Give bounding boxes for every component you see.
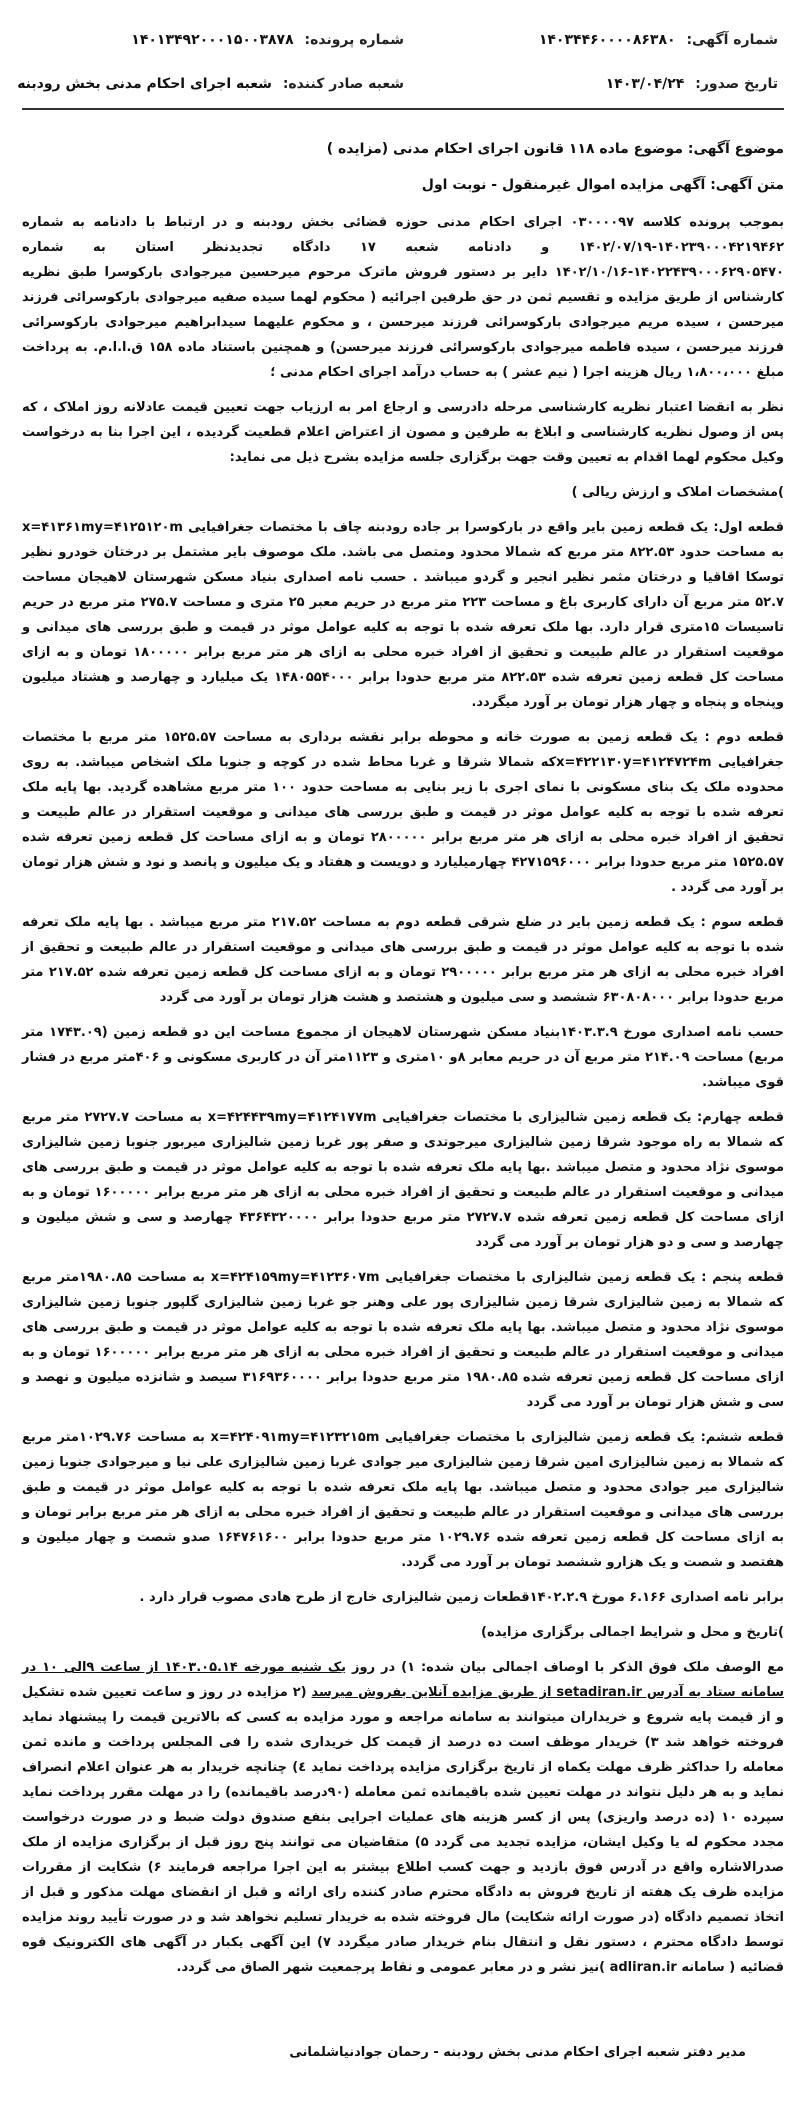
body-title-text: آگهی مزایده اموال غیرمنقول - نوبت اول — [421, 177, 706, 193]
notice-subject — [22, 138, 784, 160]
issuing-branch-value: شعبه اجرای احکام مدنی بخش رودبنه — [17, 76, 272, 92]
paragraph-parcel-3: قطعه سوم : یک قطعه زمین بایر در ضلع شرقی قطعه دوم به مساحت ۲۱۷.۵۲ متر مربع میباشد . بها پایه ملک تعرفه شده با توجه به کلیه عوامل موثر در قیمت و طبق بررسی های میدانی و موقعیت استقرار در عالم طبیعت و تحقیق از افراد خبره محلی به ازای هر متر مربع برابر ۲۹۰۰۰۰۰ تومان و به ازای مساحت کل قطعه زمین تعرفه شده ۲۱۷.۵۲ متر مربع حدودا برابر ۶۳۰۸۰۸۰۰۰ ششصد و سی میلیون و هشتصد و هشت هزار تومان بر آورد می گردد — [22, 915, 785, 1005]
issue-date-label: تاریخ صدور: — [695, 76, 778, 92]
heading-property-specs: )مشخصات املاک و ارزش ریالی ) — [571, 485, 784, 500]
notice-header — [17, 18, 784, 110]
case-number-label: شماره پرونده: — [304, 32, 404, 48]
notice-number-value: ۱۴۰۳۴۴۶۰۰۰۰۸۶۳۸۰ — [538, 32, 676, 48]
paragraph-auction-terms — [22, 1655, 784, 1980]
case-number-value: ۱۴۰۱۳۴۹۲۰۰۰۱۵۰۰۳۸۷۸ — [131, 32, 294, 48]
subject-text: موضوع ماده ۱۱۸ قانون اجرای احکام مدنی (مزایده ) — [326, 141, 683, 157]
issue-date — [606, 76, 778, 92]
issue-date-value: ۱۴۰۳/۰۴/۲۴ — [605, 76, 685, 92]
paragraph-parcel-6: قطعه ششم: یک قطعه زمین شالیزاری با مختصات جغرافیایی x=۴۲۴۰۹۱my=۴۱۲۳۲۱۵m به مساحت ۱۰۲۹.۷۶متر مربع که شمالا به زمین شالیزاری امین شرقا زمین شالیزاری میر جوادی غربا زمین شالیزاری علی نیا و میرجوادی جنوبا زمین شالیزاری میر جوادی محدود و متصل میباشد. بها پایه ملک تعرفه شده با توجه به کلیه عوامل موثر در قیمت و طبق بررسی های میدانی و موقعیت استقرار در عالم طبیعت و تحقیق از افراد خبره محلی به ازای هر متر مربع برابر تومان و به ازای مساحت کل قطعه زمین تعرفه شده ۱۰۲۹.۷۶ متر مربع حدودا برابر ۱۶۴۷۶۱۶۰۰ صدو شصت و چهار میلیون و هفتصد و شصت و یک هزارو ششصد تومان بر آورد می گردد. — [22, 1430, 785, 1570]
terms-end: )نیز نشر و در معابر عمومی و نقاط پرجمعیت شهر الصاق می گردد. — [176, 1960, 606, 1975]
terms-intro: مع الوصف ملک فوق الذکر با اوصاف اجمالی بیان شده: ۱) در روز — [352, 1660, 784, 1675]
notice-body-title — [22, 174, 784, 196]
subject-block — [22, 138, 784, 196]
heading-auction-terms: )تاریخ و محل و شرایط اجمالی برگزاری مزایده) — [481, 1625, 784, 1640]
signature: مدیر دفتر شعبه اجرای احکام مدنی بخش رودبنه - رحمان جوادنیاشلمانی — [289, 2045, 746, 2060]
terms-rest: (۲ مزایده در روز و ساعت تعیین شده تشکیل و از قیمت پایه شروع و خریداران میتوانند به سامانه مراجعه و مورد مزایده به کسی که بالاترین قیمت را پیشنهاد نماید فروخته خواهد شد ۳) خریدار موظف است ده درصد از قیمت کل خریداری شده را فی المجلس پرداخت و مانده ثمن معامله را حداکثر ظرف مهلت یکماه از تاریخ برگزاری مزایده پرداخت نماید ٤) چنانچه خریدار به هر عنوان اعلام انصراف نماید و به هر دلیل نتواند در مهلت تعیین شده باقیمانده ثمن معامله (۹۰درصد باقیمانده) را در مهلت مقرر پرداخت نماید سپرده ۱۰ (ده درصد واریزی) پس از کسر هزینه های عملیات اجرایی بنفع صندوق دولت ضبط و در صورت درخواست مجدد محکوم له یا وکیل ایشان، مزایده تجدید می گردد ۵) متقاضیان می توانند پنج روز قبل از برگزاری مزایده از ملک صدرالاشاره واقع در آدرس فوق بازدید و جهت کسب اطلاع بیشتر به این اجرا مراجعه فرمایند ۶) شکایت از مقررات مزایده ظرف یک هفته از تاریخ فروش به دادگاه محترم صادر کننده رای ارائه و قبل از انقضای مهلت مذکور و قبل از اتخاذ تصمیم دادگاه (در صورت ارائه شکایت) مال فروخته شده به خریدار تسلیم نخواهد شد و در صورت تأیید روند مزایده توسط دادگاه محترم ، دستور نقل و انتقال بنام خریدار صادر میگردد ۷) این آگهی یکبار در آگهی های الکترونیک قوه قضائیه ( سامانه — [22, 1685, 785, 1975]
issuing-branch — [17, 76, 404, 92]
body-title-label: متن آگهی: — [710, 177, 784, 193]
issuing-branch-label: شعبه صادر کننده: — [282, 76, 404, 92]
paragraph-parcel-1: قطعه اول: یک قطعه زمین بایر واقع در بارکوسرا بر جاده رودبنه چاف با مختصات جغرافیایی x=۴۱۳۶۱my=۴۱۲۵۱۲۰m به مساحت حدود ۸۲۲.۵۳ متر مربع که شمالا محدود ومتصل می باشد. ملک موصوف بایر مشتمل بر درختان خودرو نظیر توسکا اقاقیا و درختان مثمر نظیر انجیر و گردو میباشد . حسب نامه اصداری بنیاد مسکن شهرستان لاهیجان مساحت ۵۲.۷ متر مربع آن دارای کاربری باغ و مساحت ۲۲۳ متر مربع در حریم معبر ۲۵ متری و مساحت ۲۷۵.۷ متر مربع در حریم تاسیسات ۱۵متری قرار دارد. بها ملک تعرفه شده با توجه به کلیه عوامل موثر در قیمت و طبق بررسی های میدانی و موقعیت استقرار در عالم طبیعت و تحقیق از افراد خبره محلی به ازای هر متر مربع برابر ۱۸۰۰۰۰۰ تومان و به ازای مساحت کل قطعه زمین تعرفه شده ۸۲۲.۵۳ متر مربع حدودا برابر ۱۴۸۰۵۵۴۰۰۰ یک میلیارد و چهارصد و هشتاد میلیون وپنجاه و پنجاه و چهار هزار تومان بر آورد میگردد. — [22, 520, 785, 710]
paragraph-expert-opinion: نظر به انقضا اعتبار نظریه کارشناسی مرحله دادرسی و ارجاع امر به ارزیاب جهت تعیین قیمت عادلانه روز املاک ، که پس از وصول نظریه کارشناسی و ابلاغ به طرفین و مصون از اعتراض اعلام قطعیت گردیده ، این اجرا بنا به درخواست وکیل محکوم لهما اقدام به تعیین وقت جهت برگزاری جلسه مزایده بشرح ذیل می نماید: — [22, 400, 784, 465]
paragraph-parcel-2: قطعه دوم : یک قطعه زمین به صورت خانه و محوطه برابر نقشه برداری به مساحت ۱۵۲۵.۵۷ متر مربع با مختصات جغرافیایی x=۴۲۲۱۳۰y=۴۱۲۴۷۲۴mکه شمالا شرقا و غربا محاط شده در کوچه و جنوبا ملک اشخاص میباشد. به روی محدوده ملک یک بنای مسکونی با نمای اجری با زیر بنایی به مساحت حدود ۱۰۰ متر مربع مشاهده گردید. بها پایه ملک تعرفه شده با توجه به کلیه عوامل موثر در قیمت و طبق بررسی های میدانی و موقعیت استقرار در عالم طبیعت و تحقیق از افراد خبره محلی به ازای هر متر مربع برابر ۲۸۰۰۰۰۰ تومان و به ازای مساحت کل قطعه زمین تعرفه شده ۱۵۲۵.۵۷ متر مربع حدودا برابر ۴۲۷۱۵۹۶۰۰۰ چهارمیلیارد و دویست و هفتاد و یک میلیون و پانصد و نود و شش هزار تومان بر آورد می گردد . — [22, 730, 785, 895]
paragraph-case-intro: بموجب پرونده کلاسه ۰۳۰۰۰۰۹۷ اجرای احکام مدنی حوزه قضائی بخش رودبنه و در ارتباط با دادنامه به شماره ۱۴۰۲۳۹۰۰۰۴۲۱۹۴۶۲-۱۴۰۲/۰۷/۱۹ و دادنامه شعبه ۱۷ دادگاه تجدیدنظر استان به شماره ۱۴۰۲۲۴۳۹۰۰۰۶۲۹۰۵۴۷۰-۱۴۰۲/۱۰/۱۶ دایر بر دستور فروش ماترک مرحوم میرحسین میرجوادی بارکوسرا طبق نظریه کارشناس از طریق مزایده و تقسیم ثمن در حق طرفین اجرائیه ( محکوم لهما سیده صفیه میرجوادی بارکوسرائی فرزند میرحسن ، سیده مریم میرجوادی بارکوسرائی فرزند میرحسن ، و محکوم علیهما سیدابراهیم میرجوادی بارکوسرائی فرزند میرحسن ، سیده فاطمه میرجوادی بارکوسرائی فرزند میرحسن) و همچنین باستناد ماده ۱۵۸ ق.ا.ا.م. به پرداخت مبلغ ۱،۸۰۰،۰۰۰ ریال هزینه اجرا ( نیم عشر ) به حساب درآمد اجرای احکام مدنی ؛ — [22, 215, 784, 380]
case-number — [131, 32, 404, 48]
paragraph-parcel-5: قطعه پنجم : یک قطعه زمین شالیزاری با مختصات جغرافیایی x=۴۲۴۱۵۹my=۴۱۲۳۶۰۷m به مساحت ۱۹۸۰.۸۵متر مربع که شمالا به زمین شالیزاری شرقا زمین شالیزاری پور علی وهنر جو غربا زمین شالیزاری گلپور جنوبا زمین شالیزاری موسوی نژاد محدود و متصل میباشد. بها پایه ملک تعرفه شده با توجه به کلیه عوامل موثر در قیمت و طبق بررسی های میدانی و موقعیت استقرار در عالم طبیعت و تحقیق از افراد خبره محلی به ازای هر متر مربع برابر ۱۶۰۰۰۰۰ تومان و به ازای مساحت کل قطعه زمین تعرفه شده ۱۹۸۰.۸۵ متر مربع حدودا برابر ۳۱۶۹۳۶۰۰۰۰ سیصد و شانزده میلیون و نهصد و سی و شش هزار تومان بر آورد می گردد — [22, 1270, 784, 1410]
subject-label: موضوع آگهی: — [687, 141, 784, 157]
notice-number-label: شماره آگهی: — [686, 32, 778, 48]
terms-auction-date-link[interactable]: یک شنبه مورخه ۱۴۰۳.۰۵.۱۴ از ساعت ۹الی ۱۰ در سامانه ستاد به آدرس setadiran.ir از طریق مزایده آنلاین بفروش میرسد — [22, 1660, 784, 1700]
notice-number — [539, 32, 778, 48]
paragraph-parcel-4: قطعه چهارم: یک قطعه زمین شالیزاری با مختصات جغرافیایی x=۴۲۴۴۳۹my=۴۱۲۴۱۷۷m به مساحت ۲۷۲۷.۷ متر مربع که شمالا به راه موجود شرقا زمین شالیزاری میرجوتدی و صفر پور غربا زمین شالیزاری میربور جنوبا زمین شالیزاری موسوی نژاد محدود و متصل میباشد .بها پایه ملک تعرفه شده با توجه به کلیه عوامل موثر در قیمت و طبق بررسی های میدانی و موقعیت استقرار در عالم طبیعت و تحقیق از افراد خبره محلی به ازای هر متر مربع برابر ۱۶۰۰۰۰۰ تومان و به ازای مساحت کل قطعه زمین تعرفه شده ۲۷۲۷.۷ متر مربع حدودا برابر ۴۳۶۴۳۲۰۰۰۰ چهارصد و سی و شش میلیون و چهارصد و سی و دو هزار تومان بر آورد می گردد — [22, 1110, 785, 1250]
paragraph-master-plan-letter: برابر نامه اصداری ۶.۱۶۶ مورخ ۱۴۰۲.۲.۹قطعات زمین شالیزاری خارج از طرح هادی مصوب قرار دارد . — [139, 1590, 784, 1605]
paragraph-housing-letter: حسب نامه اصداری مورخ ۱۴۰۳.۳.۹بنیاد مسکن شهرستان لاهیجان از مجموع مساحت این دو قطعه زمین (۱۷۴۳.۰۹ متر مربع) مساحت ۲۱۴.۰۹ متر مربع آن در حریم معابر ۸و ۱۰متری و ۱۱۲۳متر آن در کاربری مسکونی و ۴۰۶متر مربع در فشار قوی میباشد. — [22, 1025, 785, 1090]
terms-site-adliran[interactable]: adliran.ir — [609, 1960, 677, 1975]
